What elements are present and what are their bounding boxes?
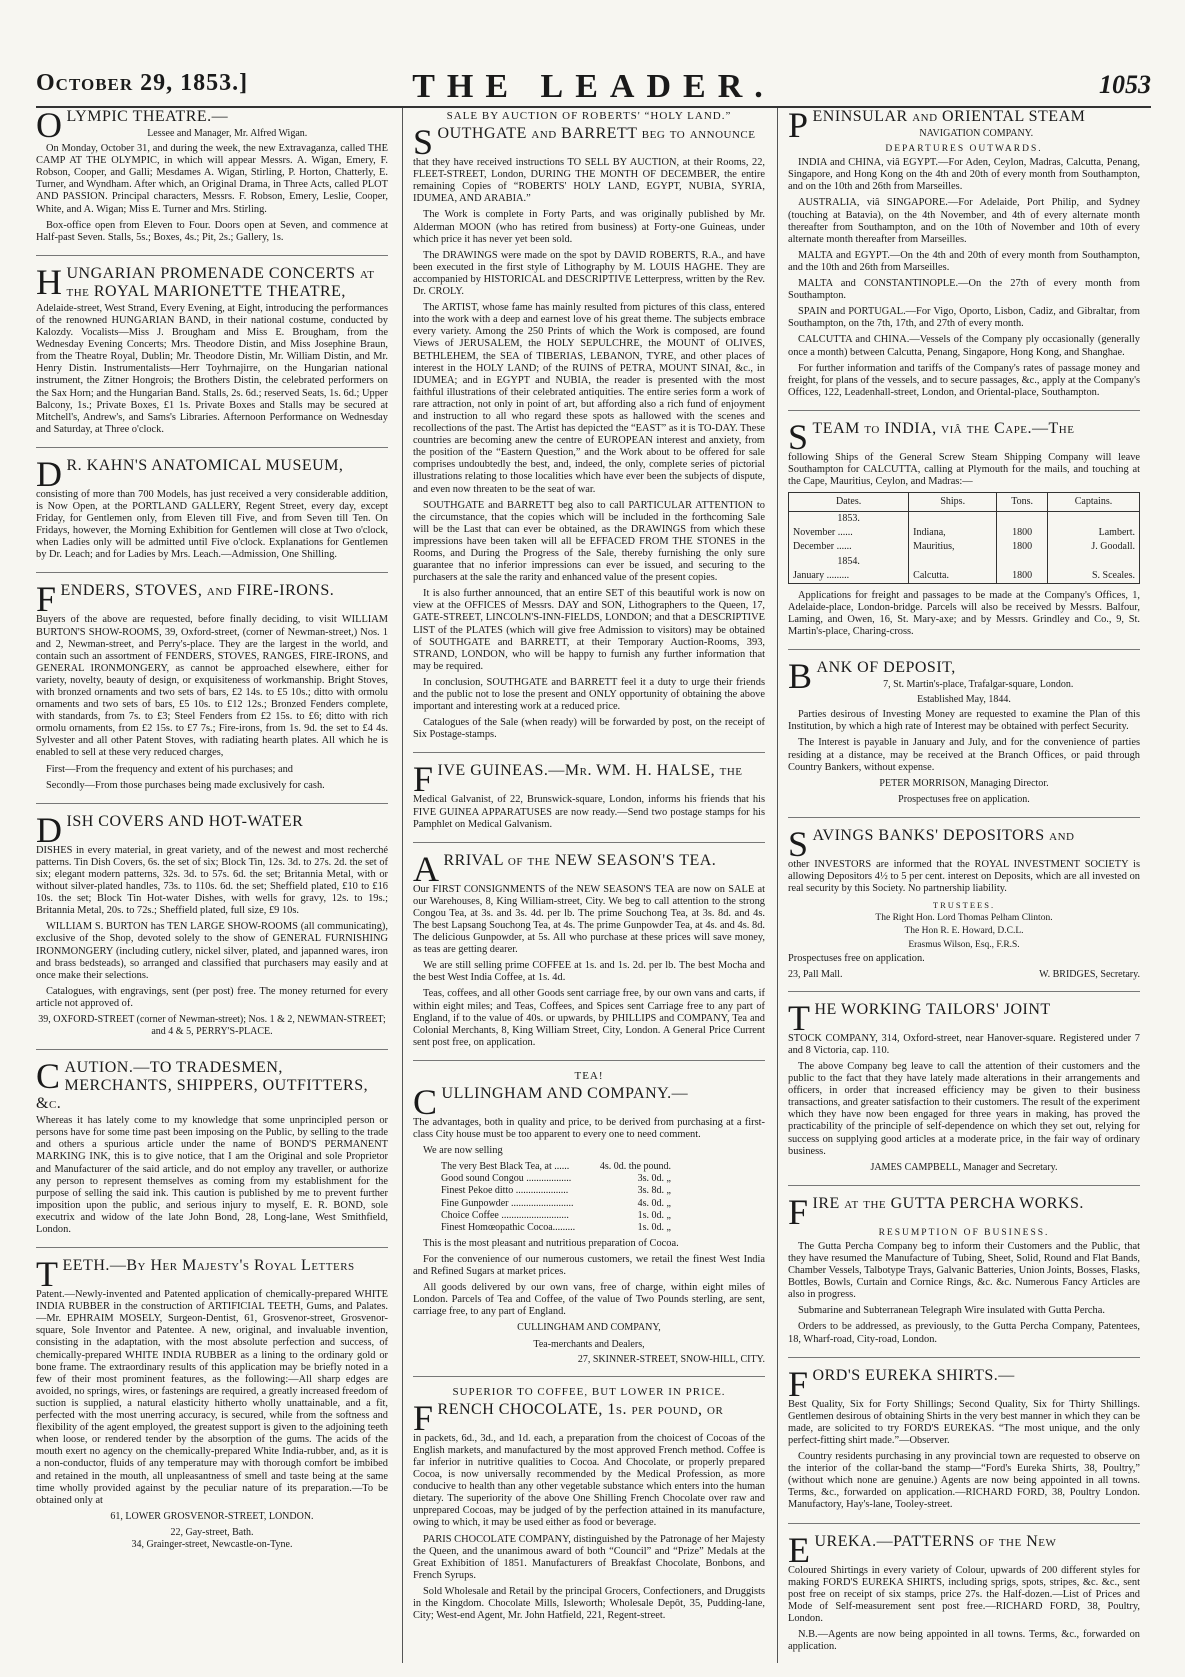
ad-paragraph: Sold Wholesale and Retail by the principal Grocers, Confectioners, and Druggists in the Kingdom. Chocolate Mills, Isleworth; Wholesale Depôt, 35, Pudding-lane, City; West-end Agent, Mr. John Hatfield, 221, Regent-street. — [413, 1585, 765, 1622]
ad-paragraph: PARIS CHOCOLATE COMPANY, distinguished by the Patronage of her Majesty the Queen, and the unanimous award of both “Council” and “Prize” Medals at the Great Exhibition of 1851. Manufacturers of Breakfast Chocolate, Bonbons, and French Syrups. — [413, 1533, 765, 1581]
ad-paragraph: The Interest is payable in January and July, and for the convenience of parties residing at a distance, may be received at the Branch Offices, or paid through Country Bankers, without expense. — [788, 737, 1140, 773]
ad-paragraph: Best Quality, Six for Forty Shillings; Second Quality, Six for Thirty Shillings. Gentlemen desirous of obtaining Shirts in the very best manner in which they can be made, are solicited to try FORD'S EUREKAS. “The most unique, and the only perfect-fitting shirt made.”—Observer. — [788, 1398, 1140, 1446]
ad-heading: STEAM to INDIA, viâ the Cape.—The — [788, 416, 1075, 457]
ad-paragraph: We are still selling prime COFFEE at 1s. and 1s. 2d. per lb. The best Mocha and the best West India Coffee, at 1s. 4d. — [413, 960, 765, 984]
ad-olympic-theatre — [36, 108, 388, 256]
ad-subheading: RESUMPTION OF BUSINESS. — [878, 1227, 1050, 1238]
table-row: November ...... Indiana, 1800 Lambert. — [789, 526, 1140, 540]
page-header — [36, 68, 1151, 108]
ad-heading: CULLINGHAM AND COMPANY.— — [413, 1082, 689, 1122]
ad-paragraph: The Gutta Percha Company beg to inform their Customers and the Public, that they have resumed the Manufacture of Tubing, Sheet, Solid, Round and Flat Bands, Chamber Vessels, Talbotype Trays, Galvanic Batteries, Union Joints, Bosses, Flasks, Bottles, Bowls, Curtain and Cornice Rings, &c. &c. Numerous Fancy Articles are also in progress. — [788, 1240, 1140, 1301]
ad-paragraph: CALCUTTA and CHINA.—Vessels of the Company ply occasionally (generally once a month) between Calcutta, Penang, Singapore, Hong Kong, and Shanghae. — [788, 334, 1140, 358]
price-row: Choice Coffee ........................... 1s. 0d. „ — [441, 1209, 671, 1221]
ad-fenders — [36, 579, 388, 803]
ad-fords-eureka-shirts — [788, 1363, 1140, 1524]
ad-savings-banks — [788, 823, 1140, 992]
ad-paragraph: The Work is complete in Forty Parts, and was originally published by Mr. Alderman MOON (who has retired from business) at Forty-one Guineas, under which price it has never yet been sold. — [413, 209, 765, 245]
ad-paragraph: Adelaide-street, West Strand, Every Evening, at Eight, introducing the performances of the renowned HUNGARIAN BAND, in their national costume, conducted by Kalozdy. Vocalists—Miss J. Brougham and Miss E. Brougham, from the Wednesday Evening Concerts; Mrs. Theodore Distin, and Miss Josephine Braun, from the Theatre Royal, Dublin; Mr. Theodore Distin, Mr. William Distin, and Mr. Henry Distin. Instrumentalists—Herr Toyhrnajirre, on the Hungarian national instrument, the Zitner Hongrois; the Brothers Distin, the celebrated performers on the Sax Horn; and the Hungarian Band. Stalls, 2s. 6d.; reserved Seats, 1s. 6d.; Upper Balcony, 1s.; Private Boxes, £1 1s. Private Boxes and Stalls may be secured at Mitchell's, Andrew's, and Sams's Libraries. Afternoon Performance on Wednesday and Saturday, at Three o'clock. — [36, 302, 388, 435]
table-row: December ...... Mauritius, 1800 J. Goodall. — [789, 540, 1140, 554]
newspaper-title: THE LEADER. — [412, 68, 775, 105]
ad-heading: EUREKA.—PATTERNS of the New — [788, 1529, 1057, 1570]
ad-paragraph: Catalogues of the Sale (when ready) will be forwarded by post, on the receipt of Six Postage-stamps. — [413, 717, 765, 741]
column-3 — [788, 108, 1140, 1663]
ad-address: 22, Gay-street, Bath. — [170, 1526, 254, 1538]
ad-paragraph: All goods delivered by our own vans, free of charge, within eight miles of London. Parcels of Tea and Coffee, of the value of Two Pounds sterling, are sent, carriage free, to any part of England. — [413, 1282, 765, 1318]
ad-cullingham — [413, 1070, 765, 1377]
ad-paragraph: SPAIN and PORTUGAL.—For Vigo, Oporto, Lisbon, Cadiz, and Gibraltar, from Southampton, on the 7th, 17th, and 27th of every month. — [788, 306, 1140, 330]
ad-teeth — [36, 1254, 388, 1558]
ad-signature: CULLINGHAM AND COMPANY, — [517, 1322, 661, 1334]
table-row: 1853. — [789, 512, 1140, 527]
ad-bank-of-deposit — [788, 656, 1140, 818]
ad-paragraph: We are now selling — [423, 1145, 503, 1157]
ad-subheading: Established May, 1844. — [917, 694, 1011, 706]
ad-heading: CAUTION.—TO TRADESMEN, MERCHANTS, SHIPPERS, OUTFITTERS, &c. — [36, 1056, 369, 1113]
ad-paragraph: other INVESTORS are informed that the ROYAL INVESTMENT SOCIETY is allowing Depositors 4½ to 5 per cent. interest on Deposits, which are all invested on real security by this Society. No partnership liability. — [788, 858, 1140, 895]
table-row: 1854. — [789, 555, 1140, 569]
ad-heading: OLYMPIC THEATRE.— — [36, 108, 229, 145]
price-row: Fine Gunpowder ......................... 4s. 0d. „ — [441, 1197, 671, 1209]
ad-paragraph: Coloured Shirtings in every variety of Colour, upwards of 200 different styles for making FORD'S EUREKA SHIRTS, including sprigs, spots, stripes, &c. &c., sent post free on receipt of six stamps, price 27s. the Half-dozen.—List of Prices and Mode of Self-measurement sent post free.—RICHARD FORD, 38, Poultry, London. — [788, 1564, 1140, 1624]
ad-paragraph: First—From the frequency and extent of his purchases; and — [46, 763, 294, 775]
column-header: Dates. — [789, 493, 909, 512]
ad-subheading: 7, St. Martin's-place, Trafalgar-square, London. — [883, 679, 1074, 691]
ad-note: Prospectuses free on application. — [788, 952, 925, 964]
ad-paragraph: WILLIAM S. BURTON has TEN LARGE SHOW-ROOMS (all communicating), exclusive of the Shop, devoted solely to the show of GENERAL FURNISHING IRONMONGERY (including cutlery, nickel silver, plated, and japanned wares, iron and brass bedsteads), so arranged and classified that purchasers may easily and at once make their selections. — [36, 921, 388, 981]
ad-address: 27, SKINNER-STREET, SNOW-HILL, CITY. — [577, 1353, 765, 1365]
ad-paragraph: In conclusion, SOUTHGATE and BARRETT feel it a duty to urge their friends and the public not to lose the present and ONLY opportunity of obtaining the above important and interesting work at a reduced price. — [413, 676, 765, 713]
ad-heading: PENINSULAR and ORIENTAL STEAM — [788, 108, 1086, 145]
ad-caution — [36, 1056, 388, 1248]
ad-paragraph: Patent.—Newly-invented and Patented application of chemically-prepared WHITE INDIA RUBBER in the construction of ARTIFICIAL TEETH, Gums, and Palates.—Mr. EPHRAIM MOSELY, Surgeon-Dentist, 61, Grosvenor-street, Grosvenor-square, Sole Inventor and Patentee. A new, original, and invaluable invention, consisting in the adaptation, with the most absolute perfection and success, of chemically-prepared WHITE INDIA RUBBER as a lining to the ordinary gold or bone frame. The extraordinary results of this application may be briefly noted in a few of their most prominent features, as the following:—All sharp edges are avoided, no springs, wires, or fastenings are required, a greatly increased freedom of suction is supplied, a natural elasticity hitherto wholly unattainable, and a fit, perfected with the most unerring accuracy, is secured, while from the softness and flexibility of the agent employed, the greatest support is given to the adjoining teeth when loose, or rendered tender by the absorption of the gums. The acids of the mouth exert no agency on the chemically-prepared White India-rubber, and, as it is a non-conductor, fluids of any temperature may with thorough comfort be imbibed and retained in the mouth, all unpleasantness of smell and taste being at the same time wholly provided against by the peculiar nature of its preparation.—To be obtained only at — [36, 1289, 388, 1506]
ad-paragraph: It is also further announced, that an entire SET of this beautiful work is now on view at the OFFICES of Messrs. DAY and SON, Lithographers to the Queen, 17, GATE-STREET, LINCOLN'S-INN-FIELDS, LONDON; and that a DESCRIPTIVE LIST of the PLATES (which will give free Admission to visitors) may be obtained of SOUTHGATE and BARRETT, at their Temporary Auction-Rooms, 393, STRAND, LONDON, who will be happy to furnish any further information that may be required. — [413, 588, 765, 672]
ad-heading: D R. KAHN'S ANATOMICAL MUSEUM, — [36, 453, 344, 494]
ad-heading: FORD'S EUREKA SHIRTS.— — [788, 1363, 1015, 1404]
ad-heading: DISH COVERS AND HOT-WATER — [36, 809, 304, 850]
column-divider — [402, 108, 403, 1663]
ad-paragraph: On Monday, October 31, and during the week, the new Extravaganza, called THE CAMP AT THE OLYMPIC, in which will appear Messrs. A. Wigan, Emery, F. Robson, Cooper, and Galli; Mesdames A. Wigan, Stirling, P. Horton, Chatterly, E. Turner, and Wyndham. After which, an Original Drama, in Three Acts, called PLOT AND PASSION. Principal characters, Messrs. F. Robson, Emery, Leslie, Cooper, White, and A. Wigan; Miss E. Turner and Mrs. Stirling. — [36, 143, 388, 215]
ad-paragraph: Teas, coffees, and all other Goods sent carriage free, by our own vans and carts, if within eight miles; and Teas, Coffees, and Spices sent Carriage free to any part of England, if to the value of 40s. or upwards, by PHILLIPS and COMPANY, Tea and Colonial Merchants, 8, King William Street, City, London. A General Price Current sent post free, on application. — [413, 988, 765, 1048]
ad-paragraph: This is the most pleasant and nutritious preparation of Cocoa. — [423, 1237, 679, 1249]
column-2 — [413, 108, 765, 1663]
ad-paragraph: INDIA and CHINA, viâ EGYPT.—For Aden, Ceylon, Madras, Calcutta, Penang, Singapore, and Hong Kong on the 4th and 20th of every month from Southampton, and on the 10th and 26th from Marseilles. — [788, 157, 1140, 193]
ad-paragraph: The ARTIST, whose fame has mainly resulted from pictures of this class, entered into the work with a deep and earnest love of his great theme. The subjects embrace every variety. Among the 250 Prints of which the Work is composed, are found Views of JERUSALEM, the HOLY SEPULCHRE, the MOUNT of OLIVES, BETHLEHEM, the SEA of TIBERIAS, LEBANON, TYRE, and other places of interest in the HOLY LAND; of the RUINS of PETRA, MOUNT SINAI, &c., in IDUMEA; and in EGYPT and NUBIA, the reader is presented with the most faithful illustrations of their celebrated antiquities. The entire series form a work of rare attraction, not only in point of art, but affording also a rich fund of enjoyment and instruction to all who regard these spots as hallowed with the scenes and recollections of the past. The Artist has depicted the “EAST” as it is TO-DAY. These countries are becoming anew the centre of EUROPEAN interest and anxiety, from the position of the “Eastern Question,” and the Work about to be offered for sale comprises undoubtedly the best, and, indeed, the only, complete series of pictorial illustrations relating to those localities which have ever been the subjects of dispute, and even now threaten to be the seat of war. — [413, 302, 765, 495]
ad-paragraph: Submarine and Subterranean Telegraph Wire insulated with Gutta Percha. — [798, 1305, 1105, 1317]
ad-steam-to-india — [788, 416, 1140, 650]
price-row: Finest Homœopathic Cocoa......... 1s. 0d. „ — [441, 1221, 671, 1233]
ad-paragraph: The DRAWINGS were made on the spot by DAVID ROBERTS, R.A., and have been executed in the first style of Lithography by M. LOUIS HAGHE. They are accompanied by HISTORICAL and DESCRIPTIVE Letterpress, written by the Rev. Dr. CROLY. — [413, 249, 765, 298]
ad-new-season-tea — [413, 848, 765, 1061]
price-row: Finest Pekoe ditto ..................... 3s. 8d. „ — [441, 1185, 671, 1197]
ad-signature: PETER MORRISON, Managing Director. — [879, 777, 1049, 789]
ad-paragraph: Applications for freight and passages to be made at the Company's Offices, 1, Adelaide-place, London-bridge. Parcels will also be received by Messrs. Balfour, Laming, and Owen, 16, St. Mary-axe; and by Messrs. Grindley and Co., 9, St. Martin's-place, Charing-cross. — [788, 589, 1140, 637]
issue-date: October 29, 1853.] — [36, 70, 249, 96]
ad-paragraph: Whereas it has lately come to my knowledge that some unprincipled person or persons have for some time past been imposing on the Public, by selling to the trade and others a spurious article under the name of BOND'S PERMANENT MARKING INK, this is to give notice, that I am the Original and sole Proprietor and Manufacturer of the said article, and do not employ any traveller, or authorize any person to represent themselves as coming from my establishment for the purpose of selling the said ink. This caution is published by me to prevent further imposition upon the public, and serious injury to myself, E. R. BOND, sole executrix and widow of the late John Bond, 28, Long-lane, West Smithfield, London. — [36, 1115, 388, 1235]
price-row: The very Best Black Tea, at ...... 4s. 0d. the pound. — [441, 1161, 671, 1173]
ad-paragraph: Catalogues, with engravings, sent (per post) free. The money returned for every article not approved of. — [36, 985, 388, 1009]
ad-working-tailors — [788, 997, 1140, 1186]
trustee: Erasmus Wilson, Esq., F.R.S. — [908, 939, 1020, 950]
ad-heading: FIVE GUINEAS.—Mr. WM. H. HALSE, the — [413, 759, 743, 800]
trustees-list: TRUSTEES. The Right Hon. Lord Thomas Pelham Clinton. The Hon R. E. Howard, D.C.L. Erasmus Wilson, Esq., F.R.S. — [788, 899, 1140, 950]
ad-paragraph: SOUTHGATE and BARRETT beg also to call PARTICULAR ATTENTION to the circumstance, that the copies which will be included in the forthcoming Sale will be the Last that can ever be obtained, as the DRAWINGS from which these impressions have been taken will all be EFFACED FROM THE STONES in the Rooms, and During the Progress of the Sale, thereby furnishing the only sure guarantee that no inferior impressions can ever be issued, and securing to the purchasers at the sale the rarity and enhanced value of the present copies. — [413, 499, 765, 584]
column-divider — [777, 108, 778, 1663]
ad-paragraph: The above Company beg leave to call the attention of their customers and the public to the fact that they have lately made alterations in their arrangements and officers, in order that increased efficiency may be given to their business transactions, and greater satisfaction to their customers. The result of the experiment which they have now been engaged for three years in making, has proved the practicability of the principle of self-dependence on which they set out, relying for success on supplying good articles at a moderate price, in the fair way of ordinary business. — [788, 1060, 1140, 1157]
ad-paragraph: Our FIRST CONSIGNMENTS of the NEW SEASON'S TEA are now on SALE at our Warehouses, 8, King William-street, City. We beg to call attention to the strong Congou Tea, at 3s. and 3s. 4d. per lb. The prime Souchong Tea, at 3s. 8d. and 4s. The best Lapsang Souchong Tea, at 4s. The prime Gunpowder Tea, at 4s. and 4s. 8d. The delicious Gunpowder, at 5s. All who purchase at these prices will save money, as teas are getting dearer. — [413, 883, 765, 956]
ad-paragraph: STOCK COMPANY, 314, Oxford-street, near Hanover-square. Registered under 7 and 8 Victoria, cap. 110. — [788, 1032, 1140, 1056]
ad-heading: BANK OF DEPOSIT, — [788, 656, 956, 697]
ad-heading: SOUTHGATE and BARRETT beg to announce — [413, 122, 756, 163]
ad-heading: SALE BY AUCTION OF ROBERTS' “HOLY LAND.” — [446, 110, 732, 122]
ad-french-chocolate — [413, 1386, 765, 1634]
column-header: Tons. — [997, 493, 1048, 512]
ad-paragraph: that they have received instructions TO SELL BY AUCTION, at their Rooms, 22, FLEET-STREET, London, DURING THE MONTH OF DECEMBER, the entire remaining Copies of “ROBERTS' HOLY LAND, EGYPT, NUBIA, SYRIA, IDUMEA, AND ARABIA.” — [413, 157, 765, 205]
ad-dish-covers — [36, 809, 388, 1050]
ad-paragraph: Medical Galvanist, of 22, Brunswick-square, London, informs his friends that his FIVE GUINEA APPARATUSES are now ready.—Send two postage stamps for his Pamphlet on Medical Galvanism. — [413, 794, 765, 830]
trustee: The Right Hon. Lord Thomas Pelham Clinton. — [875, 913, 1053, 924]
ad-peninsular-oriental — [788, 108, 1140, 411]
table-row: January ......... Calcutta. 1800 S. Sceales. — [789, 569, 1140, 584]
ad-paragraph: Buyers of the above are requested, before finally deciding, to visit WILLIAM BURTON'S SHOW-ROOMS, 39, Oxford-street, (corner of Newman-street,) Nos. 1 and 2, Newman-street, and Perry's-place. They are the largest in the world, and contain such an assortment of FENDERS, STOVES, RANGES, FIRE-IRONS, and GENERAL IRONMONGERY, as cannot be approached elsewhere, either for variety, novelty, beauty of design, or exquisiteness of workmanship. Bright Stoves, with bronzed ornaments and two sets of bars, £2 14s. to £5 10s.; ditto with ormolu ornaments and two sets of bars, £5 10s. to £12 12s.; Bronzed Fenders complete, with standards, from 7s. to £3; Steel Fenders from £2 15s. to £6; ditto with rich ormolu ornaments, from £2 15s. to £7 7s.; Fire-irons, from 1s. 9d. the set to £4 4s. Sylvester and all other Patent Stoves, with radiating hearth plates. All which he is enabled to sell at these very reduced charges, — [36, 614, 388, 759]
ad-subheading: DEPARTURES OUTWARDS. — [885, 144, 1043, 155]
ad-subheading: NAVIGATION COMPANY. — [919, 128, 1034, 139]
ad-paragraph: For the convenience of our numerous customers, we retail the finest West India and Refined Sugars at market prices. — [413, 1253, 765, 1278]
ad-heading: SUPERIOR TO COFFEE, BUT LOWER IN PRICE. — [452, 1385, 726, 1398]
ad-signature: Tea-merchants and Dealers, — [533, 1338, 645, 1350]
ad-note: Prospectuses free on application. — [898, 793, 1030, 805]
ad-heading: TEA! — [574, 1069, 604, 1082]
ad-paragraph: For further information and tariffs of the Company's rates of passage money and freight, for plans of the vessels, and to secure passages, &c., apply at the Company's Offices, 122, Leadenhall-street, London, and Oriental-place, Southampton. — [788, 362, 1140, 398]
ad-paragraph: Country residents purchasing in any provincial town are requested to observe on the interior of the collar-band the stamp—“Ford's Eureka Shirts, 38, Poultry,” (without which none are genuine.) Agents are now being appointed in all towns. Terms, &c., forwarded on application.—RICHARD FORD, 38, Poultry London. Manufactory, Hay's-lane, Tooley-street. — [788, 1451, 1140, 1511]
table-header-row — [789, 493, 1140, 512]
ad-paragraph: consisting of more than 700 Models, has just received a very considerable addition, is Now Open, at the PORTLAND GALLERY, Regent Street, every day, except Friday, for Gentlemen only, from Eleven till Five, and from Seven till Ten. On Fridays, however, the Morning Exhibition for Gentlemen will close at Two o'clock, when Ladies only will be admitted until Five o'clock. Explanations for Gentlemen by Dr. Leach; and for Ladies by Mrs. Leach.—Admission, One Shilling. — [36, 488, 388, 561]
page-number: 1053 — [1099, 70, 1151, 99]
ad-address: 39, OXFORD-STREET (corner of Newman-street); Nos. 1 & 2, NEWMAN-STREET; and 4 & 5, PERRY'S-PLACE. — [38, 1013, 386, 1038]
ad-paragraph: N.B.—Agents are now being appointed in all towns. Terms, &c., forwarded on application. — [788, 1628, 1140, 1653]
ad-paragraph: in packets, 6d., 3d., and 1d. each, a preparation from the choicest of Cocoas of the English markets, and manufactured by the most approved French method. Coffee is far inferior in nutritive qualities to Cocoa. And Chocolate, or properly prepared Cocoa, is now universally recommended by the Medical Profession, as more conducive to health than any other vegetable substance which enters into the human dietary. The superiority of the above One Shilling French Chocolate over raw and unprepared Cocoas, may be judged of by the perfection attained in its manufacture, owing to which, it may be used either as food or beverage. — [413, 1432, 765, 1529]
ad-paragraph: Orders to be addressed, as previously, to the Gutta Percha Company, Patentees, 18, Wharf-road, City-road, London. — [788, 1321, 1140, 1345]
column-header: Ships. — [909, 493, 997, 512]
ad-eureka-patterns — [788, 1529, 1140, 1664]
ad-signature: 23, Pall Mall. W. BRIDGES, Secretary. — [788, 968, 1140, 980]
ad-heading: HUNGARIAN PROMENADE CONCERTS at the ROYAL MARIONETTE THEATRE, — [36, 261, 375, 302]
ad-holy-land-sale — [413, 110, 765, 753]
price-list — [441, 1161, 765, 1234]
ad-subheading: Lessee and Manager, Mr. Alfred Wigan. — [147, 128, 308, 139]
ad-heading: FIRE at the GUTTA PERCHA WORKS. — [788, 1191, 1084, 1232]
ad-hungarian-concerts — [36, 261, 388, 448]
ad-heading: ARRIVAL of the NEW SEASON'S TEA. — [413, 848, 717, 889]
ad-paragraph: Box-office open from Eleven to Four. Doors open at Seven, and commence at Half-past Seven. Stalls, 5s.; Boxes, 4s.; Pit, 2s.; Gallery, 1s. — [36, 219, 388, 243]
ad-address: 61, LOWER GROSVENOR-STREET, LONDON. — [110, 1510, 314, 1522]
ad-paragraph: AUSTRALIA, viâ SINGAPORE.—For Adelaide, Port Philip, and Sydney (touching at Batavia), on the 4th November, and 4th of every alternate month thereafter from Southampton, and on the 10th of November and 10th of every alternate month thereafter from Marseilles. — [788, 197, 1140, 245]
ad-heading: FRENCH CHOCOLATE, 1s. per pound, or — [413, 1397, 724, 1438]
ad-paragraph: The advantages, both in quality and price, to be derived from purchasing at a first-class City house must be too apparent to every one to need comment. — [413, 1117, 765, 1141]
ad-heading: TEETH.—By Her Majesty's Royal Letters — [36, 1254, 355, 1295]
ad-paragraph: Parties desirous of Investing Money are requested to examine the Plan of this Institution, by which a high rate of Interest may be obtained with perfect Security. — [788, 709, 1140, 733]
ad-paragraph: MALTA and CONSTANTINOPLE.—On the 27th of every month from Southampton. — [788, 278, 1140, 302]
ad-address: 34, Grainger-street, Newcastle-on-Tyne. — [131, 1538, 293, 1550]
ad-kahn-museum — [36, 453, 388, 574]
ad-gutta-percha — [788, 1191, 1140, 1358]
column-header: Captains. — [1047, 493, 1139, 512]
column-1 — [36, 108, 388, 1663]
ad-paragraph: Secondly—From those purchases being made exclusively for cash. — [46, 779, 325, 791]
ad-heading: SAVINGS BANKS' DEPOSITORS and — [788, 823, 1075, 864]
ad-paragraph: following Ships of the General Screw Steam Shipping Company will leave Southampton for CALCUTTA, calling at Plymouth for the mails, and touching at the Cape, Mauritius, Ceylon, and Madras:— — [788, 451, 1140, 488]
ad-five-guineas — [413, 759, 765, 842]
trustee: The Hon R. E. Howard, D.C.L. — [904, 926, 1024, 937]
ad-paragraph: MALTA and EGYPT.—On the 4th and 20th of every month from Southampton, and the 10th and 26th from Marseilles. — [788, 249, 1140, 273]
price-row: Good sound Congou .................. 3s. 0d. „ — [441, 1173, 671, 1185]
ad-signature: JAMES CAMPBELL, Manager and Secretary. — [870, 1161, 1058, 1173]
sailing-table — [788, 492, 1140, 584]
ad-heading: FENDERS, STOVES, and FIRE-IRONS. — [36, 579, 335, 620]
ad-heading: THE WORKING TAILORS' JOINT — [788, 997, 1051, 1038]
ad-paragraph: DISHES in every material, in great variety, and of the newest and most recherché patterns. Tin Dish Covers, 6s. the set of six; Block Tin, 12s. 3d. to 27s. 2d. the set of six; elegant modern patterns, 32s. 3d. to 57s. 6d. the set; Britannia Metal, with or without silver-plated handles, 73s. to 110s. 6d. the set; Sheffield plated, £10 to £16 10s. the set; Block Tin Hot-water Dishes, with wells for gravy, 12s. to 19s.; Britannia Metal, 20s. to 72s.; Sheffield plated, full size, £9 10s. — [36, 844, 388, 917]
